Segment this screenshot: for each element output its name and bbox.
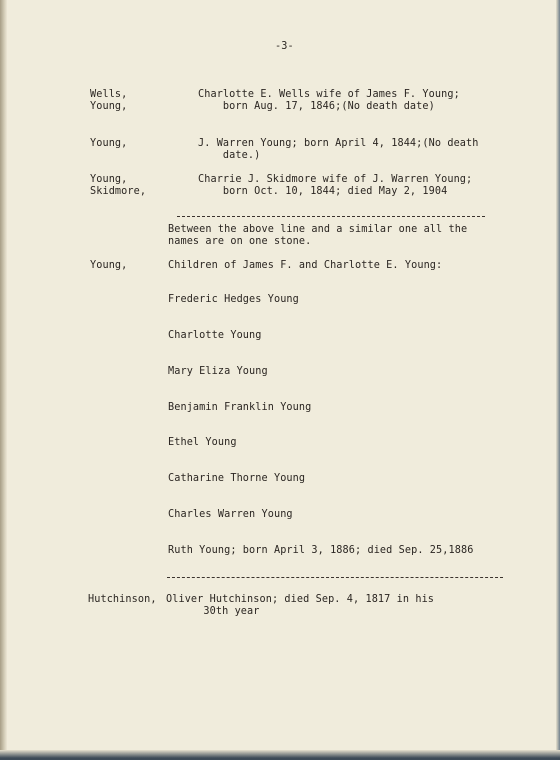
child-8: Ruth Young; born April 3, 1886; died Sep. 25,1886 [168, 545, 474, 556]
entry-1-surname-line-1: Wells, [90, 89, 128, 100]
child-2: Charlotte Young [168, 330, 262, 341]
children-heading: Children of James F. and Charlotte E. Young: [168, 260, 443, 271]
entry-3-surname-line-1: Young, [90, 174, 128, 185]
final-entry-text-line-2: 30th year [166, 606, 260, 617]
entry-3-text-line-1: Charrie J. Skidmore wife of J. Warren Young; [198, 174, 473, 185]
final-entry-text-line-1: Oliver Hutchinson; died Sep. 4, 1817 in his [166, 594, 435, 605]
child-3: Mary Eliza Young [168, 366, 268, 377]
note-line-1: Between the above line and a similar one all the [168, 224, 468, 235]
entry-3-text-line-2: born Oct. 10, 1844; died May 2, 1904 [198, 186, 448, 197]
entry-1-text-line-2: born Aug. 17, 1846;(No death date) [198, 101, 435, 112]
entry-1-surname-line-2: Young, [90, 101, 128, 112]
entry-2-surname-line-1: Young, [90, 138, 128, 149]
entry-2-text-line-1: J. Warren Young; born April 4, 1844;(No death [198, 138, 479, 149]
entry-1-text-line-1: Charlotte E. Wells wife of James F. Young; [198, 89, 460, 100]
dashed-rule-top [177, 216, 485, 217]
page-binding-edge [0, 0, 7, 760]
entry-3-surname-line-2: Skidmore, [90, 186, 147, 197]
child-1: Frederic Hedges Young [168, 294, 299, 305]
page-bottom-edge [0, 750, 560, 760]
note-line-2: names are on one stone. [168, 236, 312, 247]
entry-2-text-line-2: date.) [198, 150, 261, 161]
child-7: Charles Warren Young [168, 509, 293, 520]
final-entry-surname: Hutchinson, [88, 594, 157, 605]
child-6: Catharine Thorne Young [168, 473, 306, 484]
page-right-edge [556, 0, 560, 760]
dashed-rule-bottom [167, 577, 503, 578]
children-surname: Young, [90, 260, 128, 271]
child-5: Ethel Young [168, 437, 237, 448]
child-4: Benjamin Franklin Young [168, 402, 312, 413]
page-number: -3- [275, 41, 294, 52]
